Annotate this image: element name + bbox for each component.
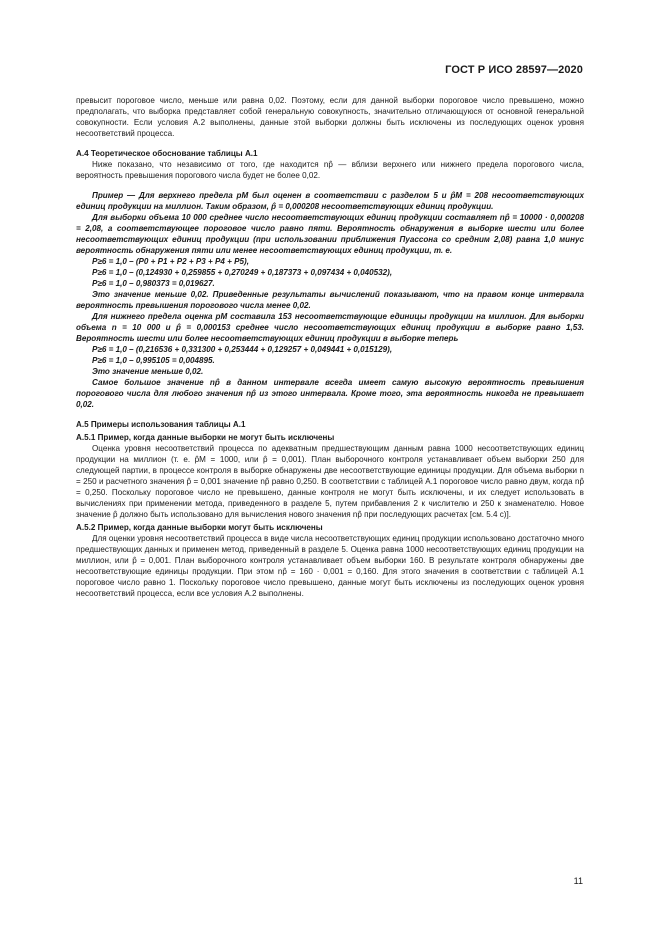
- formula-line-6: Это значение меньше 0,02.: [92, 367, 204, 376]
- paragraph-a52: Для оценки уровня несоответствий процесса в виде числа несоответствующих единиц продукции использовано достаточно много предшествующих данных и применен метод, приведенный в разделе 5. Оценка равна 1000 несоответствующих единиц продукции на миллион, или p̂ = 0,001. План выборочного контроля устанавливает объем выборки 160. В результате контроля обнаружены две несоответствующие единицы продукции. При этом np̂ = 160 · 0,001 = 0,160. Для этого значения в соответствии с таблицей А.1 пороговое число равно 1. Поскольку пороговое число превышено, данные могут быть исключены из последующих оценок уровня несоответствий процесса, если все условия А.2 выполнены.: [76, 534, 584, 598]
- section-heading-a5: А.5 Примеры использования таблицы А.1: [76, 420, 246, 429]
- formula-line-3: P≥6 = 1,0 – 0,980373 = 0,019627.: [92, 279, 215, 288]
- formula-line-1: P≥6 = 1,0 – (P0 + P1 + P2 + P3 + P4 + P5),: [92, 257, 249, 266]
- subsection-heading-a51: А.5.1 Пример, когда данные выборки не могут быть исключены: [76, 433, 335, 442]
- formula-line-2: P≥6 = 1,0 – (0,124930 + 0,259855 + 0,270249 + 0,187373 + 0,097434 + 0,040532),: [92, 268, 393, 277]
- formula-line-5: P≥6 = 1,0 – 0,995105 = 0,004895.: [92, 356, 215, 365]
- example-summary: Самое большое значение np̂ в данном интервале всегда имеет самую высокую вероятность превышения порогового числа для любого значения np̂ из этого интервала. Кроме того, эта вероятность никогда не превышает 0,02.: [76, 378, 584, 409]
- example-upper-limit: Пример — Для верхнего предела pМ был оценен в соответствии с разделом 5 и p̂М = 208 несоответствующих единиц продукции на миллион. Таким образом, p̂ = 0,000208 несоответствующих единиц продукции.: [76, 191, 584, 211]
- formula-line-4: P≥6 = 1,0 – (0,216536 + 0,331300 + 0,253444 + 0,129257 + 0,049441 + 0,015129),: [92, 345, 393, 354]
- document-header: ГОСТ Р ИСО 28597—2020: [445, 64, 583, 76]
- subsection-heading-a52: А.5.2 Пример, когда данные выборки могут быть исключены: [76, 523, 323, 532]
- paragraph-a4-intro: Ниже показано, что независимо от того, где находится np̂ — вблизи верхнего или нижнего предела порогового числа, вероятность превышения порогового числа будет не более 0,02.: [76, 160, 584, 180]
- section-heading-a4: А.4 Теоретическое обоснование таблицы А.1: [76, 149, 258, 158]
- example-sample-10000: Для выборки объема 10 000 среднее число несоответствующих единиц продукции составляет np̂ = 10000 · 0,000208 = 2,08, а соответствующее пороговое число равно пяти. Вероятность обнаружения в выборке шести или более несоответствующих единиц продукции (при использовании приближения Пуассона со средним 2,08) равна 1,0 минус вероятность обнаружения пяти или менее несоответствующих единиц продукции, т. е.: [76, 213, 584, 255]
- example-lower-limit: Для нижнего предела оценка pМ составила 153 несоответствующие единицы продукции на миллион. Для выборки объема n = 10 000 и p̂ = 0,000153 среднее число несоответствующих единиц продукции в выборке равно 1,53. Вероятность шести или более несоответствующих единиц продукции в выборке теперь: [76, 312, 584, 343]
- page-body: [76, 95, 584, 599]
- paragraph-a51: Оценка уровня несоответствий процесса по адекватным предшествующим данным равна 1000 несоответствующих единиц продукции на миллион (т. е. p̂М = 1000, или p̂ = 0,001). План выборочного контроля устанавливает объем выборки 250 для следующей партии, в процессе контроля в выборке обнаружены две несоответствующие единицы продукции. Для объема выборки n = 250 и расчетного значения p̂ = 0,001 значение np̂ равно 0,250. В соответствии с таблицей А.1 пороговое число равно двум, когда np̂ = 0,250. Поскольку пороговое число не превышено, данные контроля не могут быть исключены, и их следует использовать в вычислениях при применении метода, приведенного в разделе 5, путем прибавления 2 к числителю и 250 к знаменателю. Новое значение p̂ должно быть использовано для вычисления нового значения np̂ при последующих расчетах [см. 5.4 с)].: [76, 444, 584, 519]
- page-number: 11: [573, 876, 583, 886]
- paragraph-continuation: превысит пороговое число, меньше или равна 0,02. Поэтому, если для данной выборки пороговое число превышено, можно предполагать, что выборка представляет собой генеральную совокупность, значительно отличающуюся от основной генеральной совокупности. Если условия А.2 выполнены, данные этой выборки должны быть исключены из последующих оценок уровня несоответствий процесса.: [76, 96, 584, 138]
- example-conclusion-upper: Это значение меньше 0,02. Приведенные результаты вычислений показывают, что на правом конце интервала вероятность превышения порогового числа менее 0,02.: [76, 290, 584, 310]
